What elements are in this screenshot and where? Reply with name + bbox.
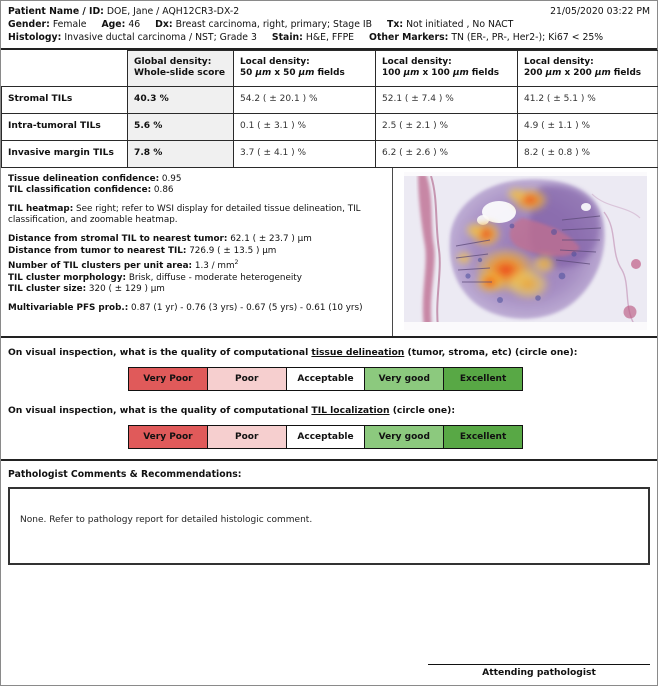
til-cluster-size-line	[8, 284, 384, 296]
cell-intratumoral-global: 5.6 %	[128, 113, 234, 140]
row-label-intratumoral-tils: Intra-tumoral TILs	[2, 113, 128, 140]
table-row	[2, 86, 658, 113]
question-til-localization-section	[1, 391, 657, 449]
local200-line2-pre: 200	[524, 68, 546, 79]
stain-label: Stain:	[271, 32, 303, 44]
local100-line1: Local density:	[382, 56, 452, 67]
slide-thumbnail-container[interactable]	[393, 168, 657, 336]
gender-label: Gender:	[8, 19, 50, 31]
report-timestamp: 21/05/2020 03:22 PM	[550, 6, 650, 17]
cell-invasive-global: 7.8 %	[128, 140, 234, 167]
question-tissue-delineation-section	[1, 338, 657, 391]
pfs-probability-line	[8, 303, 384, 315]
rating-option-poor[interactable]: Poor	[208, 426, 287, 448]
table-row	[2, 113, 658, 140]
til-morphology-line	[8, 273, 384, 285]
slide-svg	[404, 172, 647, 330]
question-til-localization-text	[8, 405, 650, 416]
tx-value: Not initiated , No NACT	[406, 19, 514, 31]
age-value: 46	[128, 19, 141, 31]
table-row	[2, 140, 658, 167]
cell-invasive-local100: 6.2 ( ± 2.6 ) %	[376, 140, 518, 167]
cell-invasive-local200: 8.2 ( ± 0.8 ) %	[518, 140, 658, 167]
til-cluster-size-value: 320 ( ± 129 ) μm	[88, 284, 165, 295]
cell-invasive-local50: 3.7 ( ± 4.1 ) %	[234, 140, 376, 167]
tissue-confidence-value: 0.95	[161, 173, 182, 184]
lumen-space-3	[581, 203, 591, 211]
cell-stromal-local200: 41.2 ( ± 5.1 ) %	[518, 86, 658, 113]
rating-option-very-good[interactable]: Very good	[365, 426, 444, 448]
cell-stromal-global: 40.3 %	[128, 86, 234, 113]
pathologist-comments-input[interactable]: None. Refer to pathology report for detailed histologic comment.	[8, 487, 650, 565]
rating-option-acceptable[interactable]: Acceptable	[287, 426, 366, 448]
tissue-confidence-label: Tissue delineation confidence:	[8, 173, 160, 184]
rating-option-very-good[interactable]: Very good	[365, 368, 444, 390]
til-density-table	[1, 50, 658, 168]
local100-unit-1: μm	[403, 68, 420, 79]
til-confidence-label: TIL classification confidence:	[8, 185, 152, 196]
til-clusters-value: 1.3 / mm	[194, 261, 235, 272]
til-heatmap-line	[8, 204, 384, 227]
rating-option-poor[interactable]: Poor	[208, 368, 287, 390]
table-header-row	[2, 50, 658, 86]
rating-option-acceptable[interactable]: Acceptable	[287, 368, 366, 390]
til-clusters-superscript: 2	[234, 259, 239, 267]
til-cluster-size-label: TIL cluster size:	[8, 284, 87, 295]
q1-suffix: (tumor, stroma, etc) (circle one):	[404, 346, 578, 358]
tissue-confidence-line	[8, 174, 384, 186]
gender-value: Female	[52, 19, 87, 31]
local50-unit-2: μm	[298, 68, 315, 79]
rating-scale-til-localization[interactable]	[128, 425, 523, 449]
row-label-invasive-margin-tils: Invasive margin TILs	[2, 140, 128, 167]
q2-suffix: (circle one):	[389, 404, 456, 416]
rating-scale-tissue-delineation[interactable]	[128, 367, 523, 391]
tissue-fleck-1	[631, 259, 641, 269]
wsi-til-heatmap-image[interactable]	[404, 172, 647, 330]
distance-stromal-value: 62.1 ( ± 23.7 ) μm	[230, 233, 312, 244]
til-morphology-value: Brisk, diffuse - moderate heterogeneity	[128, 272, 302, 283]
cell-stromal-local50: 54.2 ( ± 20.1 ) %	[234, 86, 376, 113]
attending-signature-block	[428, 664, 650, 678]
rating-option-excellent[interactable]: Excellent	[444, 426, 522, 448]
column-header-local-200	[518, 50, 658, 86]
local50-unit-1: μm	[255, 68, 272, 79]
pathologist-comments-title: Pathologist Comments & Recommendations:	[8, 468, 242, 480]
other-markers-value: TN (ER-, PR-, Her2-); Ki67 < 25%	[451, 32, 604, 44]
dx-label: Dx:	[155, 19, 173, 31]
histology-label: Histology:	[8, 32, 62, 44]
local200-line1: Local density:	[524, 56, 594, 67]
column-header-global-density	[128, 50, 234, 86]
analysis-text-column	[1, 168, 393, 336]
header-row-demographics	[8, 18, 650, 31]
header-row-patient	[8, 5, 650, 18]
local50-line2-mid: x 50	[271, 68, 299, 79]
rating-option-very-poor[interactable]: Very Poor	[129, 426, 208, 448]
til-clusters-label: Number of TIL clusters per unit area:	[8, 261, 193, 272]
cell-intratumoral-local200: 4.9 ( ± 1.1 ) %	[518, 113, 658, 140]
cell-intratumoral-local50: 0.1 ( ± 3.1 ) %	[234, 113, 376, 140]
patient-header	[1, 1, 657, 50]
patient-name-value: DOE, Jane / AQH12CR3-DX-2	[106, 6, 240, 17]
local100-line2-mid: x 100	[419, 68, 453, 79]
distance-tumor-line	[8, 246, 384, 258]
global-density-line2: Whole-slide score	[134, 68, 226, 79]
local100-line2-pre: 100	[382, 68, 404, 79]
pfs-probability-value: 0.87 (1 yr) - 0.76 (3 yrs) - 0.67 (5 yrs) - 0.61 (10 yrs)	[131, 302, 363, 313]
column-header-local-100	[376, 50, 518, 86]
distance-tumor-label: Distance from tumor to nearest TIL:	[8, 245, 187, 256]
til-heatmap-label: TIL heatmap:	[8, 203, 74, 214]
dx-value: Breast carcinoma, right, primary; Stage IB	[175, 19, 372, 31]
pfs-probability-label: Multivariable PFS prob.:	[8, 302, 129, 313]
til-morphology-label: TIL cluster morphology:	[8, 272, 127, 283]
local100-line2-post: fields	[468, 68, 500, 79]
patient-name-group	[8, 5, 239, 18]
til-clusters-line	[8, 257, 384, 273]
til-confidence-line	[8, 185, 384, 197]
q2-emphasis: TIL localization	[311, 404, 390, 416]
cell-intratumoral-local100: 2.5 ( ± 2.1 ) %	[376, 113, 518, 140]
distance-stromal-label: Distance from stromal TIL to nearest tumor:	[8, 233, 228, 244]
analysis-details-section	[1, 168, 657, 338]
cell-stromal-local100: 52.1 ( ± 7.4 ) %	[376, 86, 518, 113]
header-row-histology	[8, 31, 650, 44]
patient-name-label: Patient Name / ID:	[8, 6, 104, 17]
signature-line[interactable]	[428, 664, 650, 665]
local200-unit-1: μm	[545, 68, 562, 79]
local50-line1: Local density:	[240, 56, 310, 67]
table-corner-cell	[2, 50, 128, 86]
local100-unit-2: μm	[452, 68, 469, 79]
q2-prefix: On visual inspection, what is the quality of computational	[8, 404, 312, 416]
signature-label: Attending pathologist	[482, 667, 596, 678]
tx-label: Tx:	[387, 19, 404, 31]
distance-tumor-value: 726.9 ( ± 13.5 ) μm	[189, 245, 277, 256]
q1-emphasis: tissue delineation	[311, 346, 405, 358]
local200-line2-post: fields	[610, 68, 642, 79]
distance-stromal-line	[8, 234, 384, 246]
column-header-local-50	[234, 50, 376, 86]
histology-value: Invasive ductal carcinoma / NST; Grade 3	[64, 32, 257, 44]
local50-line2-pre: 50	[240, 68, 256, 79]
til-heatmap-value: See right; refer to WSI display for detailed tissue delineation, TIL classification, and zoomable heatmap.	[8, 203, 361, 226]
local200-line2-mid: x 200	[561, 68, 595, 79]
global-density-line1: Global density:	[134, 56, 212, 67]
rating-option-excellent[interactable]: Excellent	[444, 368, 522, 390]
question-tissue-delineation-text	[8, 347, 650, 358]
stain-value: H&E, FFPE	[305, 32, 355, 44]
tissue-fleck-2	[623, 305, 636, 318]
rating-option-very-poor[interactable]: Very Poor	[129, 368, 208, 390]
pathologist-comments-section	[1, 461, 657, 565]
local200-unit-2: μm	[594, 68, 611, 79]
other-markers-label: Other Markers:	[369, 32, 449, 44]
q1-prefix: On visual inspection, what is the quality of computational	[8, 346, 312, 358]
til-confidence-value: 0.86	[153, 185, 174, 196]
row-label-stromal-tils: Stromal TILs	[2, 86, 128, 113]
local50-line2-post: fields	[314, 68, 345, 79]
age-label: Age:	[101, 19, 126, 31]
